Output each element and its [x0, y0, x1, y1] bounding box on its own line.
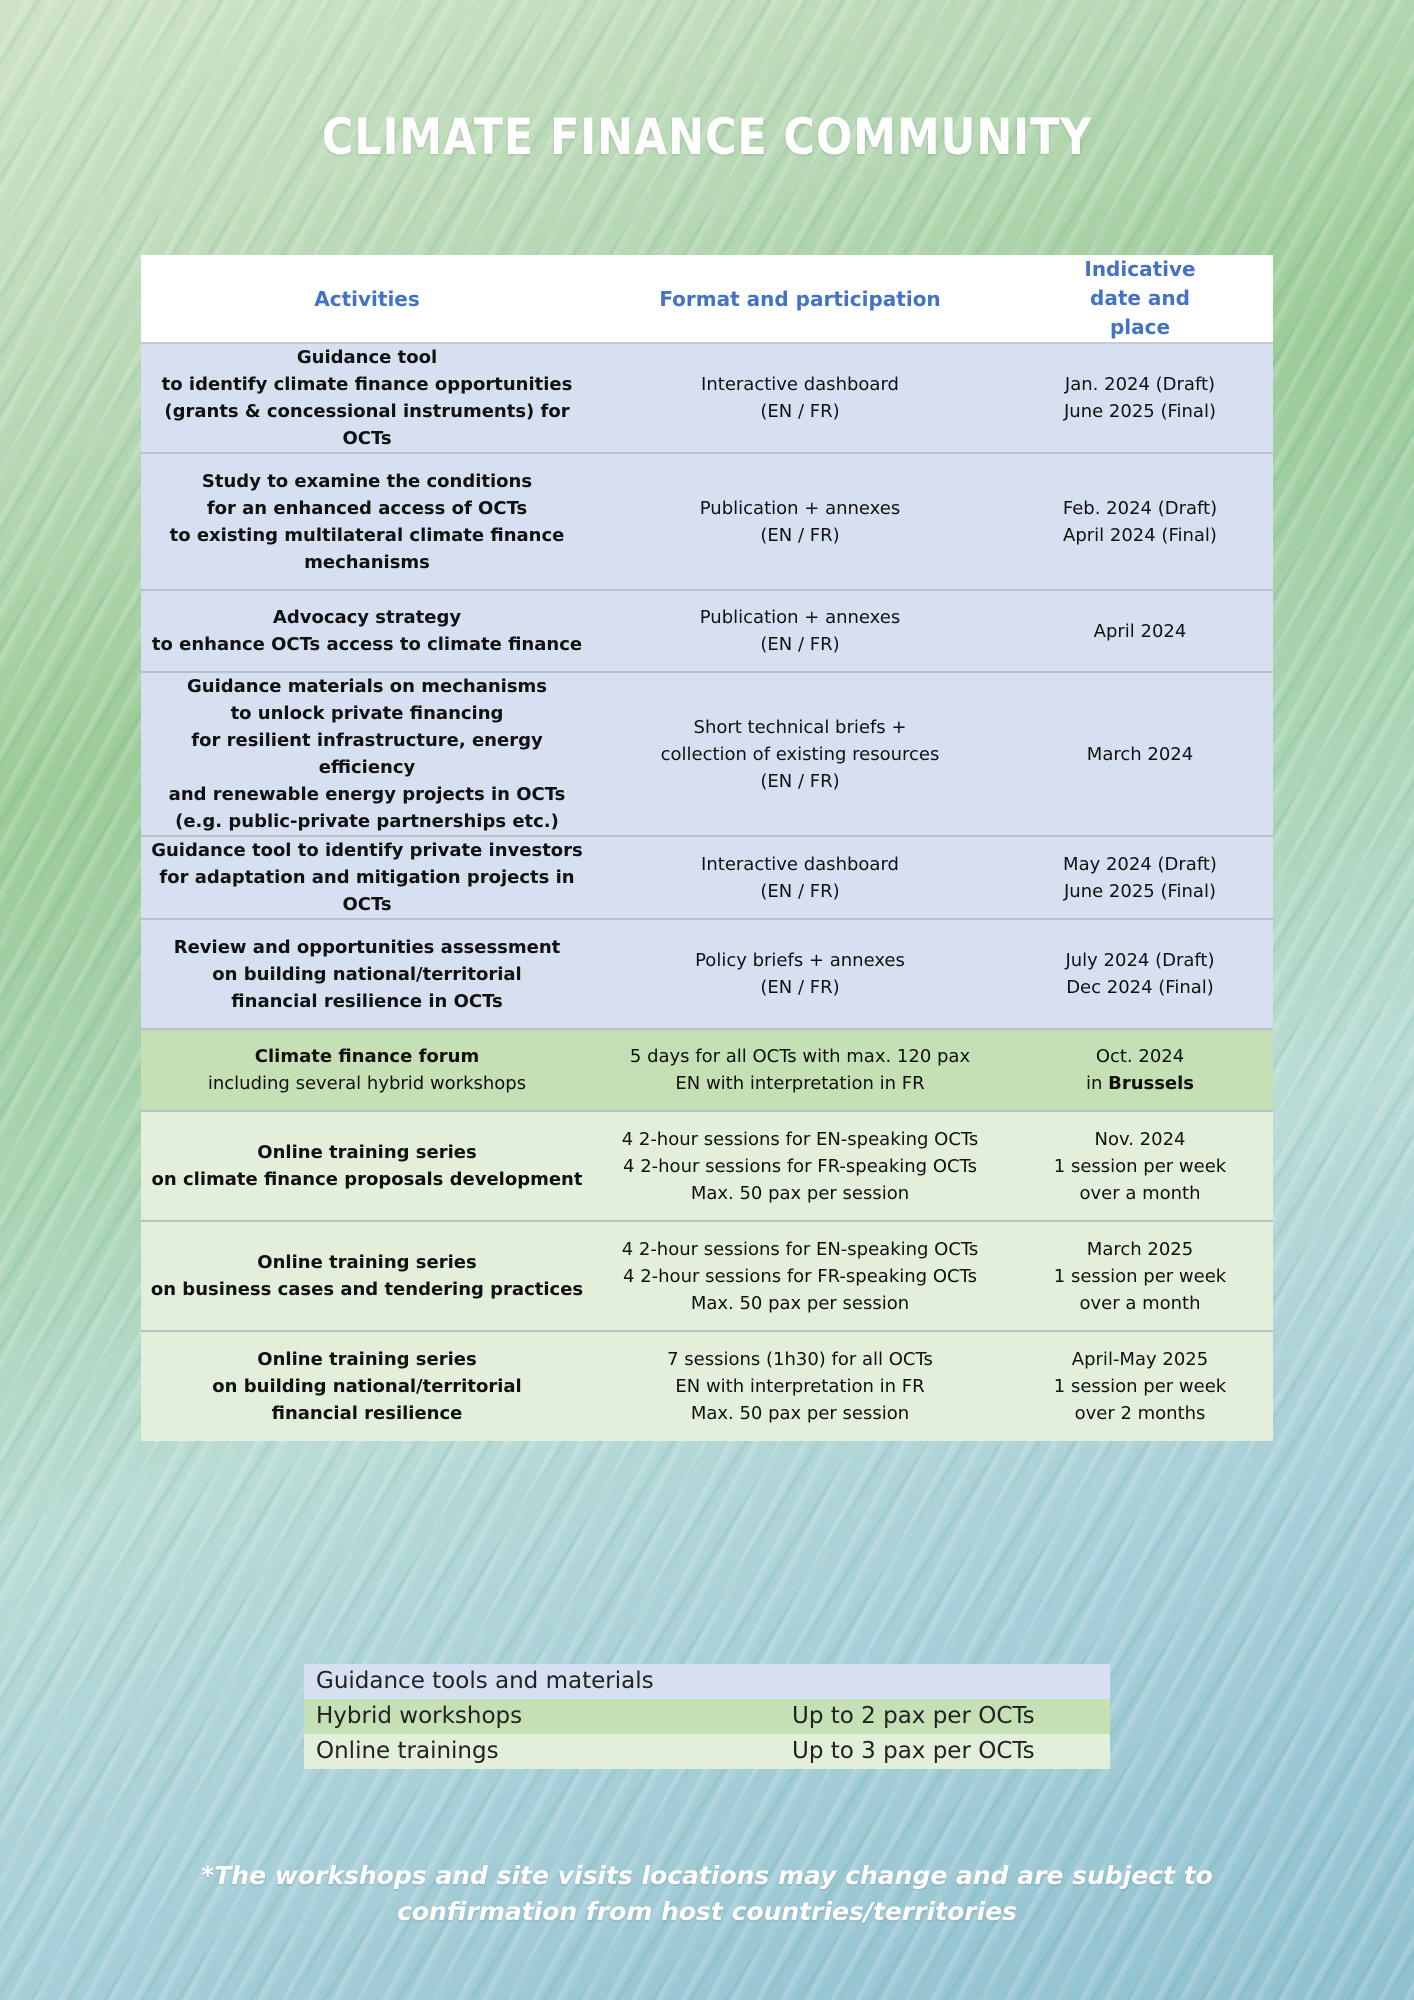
format-cell: Publication + annexes (EN / FR) [593, 590, 1007, 672]
table-row [141, 590, 1273, 672]
table-row [141, 1221, 1273, 1331]
format-cell: 5 days for all OCTs with max. 120 pax EN with interpretation in FR [593, 1029, 1007, 1111]
legend [304, 1664, 1110, 1769]
date-cell: April 2024 [1007, 590, 1273, 672]
date-cell: Nov. 2024 1 session per week over a month [1007, 1111, 1273, 1221]
activity-cell: Online training series on climate finance proposals development [141, 1111, 593, 1221]
place-name: Brussels [1108, 1073, 1195, 1094]
header-format: Format and participation [593, 255, 1007, 343]
legend-row-hybrid [304, 1699, 1110, 1734]
header-activities: Activities [141, 255, 593, 343]
page-title: CLIMATE FINANCE COMMUNITY [321, 108, 1093, 166]
table-row [141, 1111, 1273, 1221]
activity-cell: Review and opportunities assessment on building national/territorial financial resilience in OCTs [141, 919, 593, 1029]
activity-cell: Online training series on building national/territorial financial resilience [141, 1331, 593, 1441]
format-cell: Short technical briefs + collection of existing resources (EN / FR) [593, 672, 1007, 836]
date-cell: Feb. 2024 (Draft) April 2024 (Final) [1007, 453, 1273, 590]
date-cell: March 2025 1 session per week over a month [1007, 1221, 1273, 1331]
table-row [141, 672, 1273, 836]
legend-label: Guidance tools and materials [316, 1668, 654, 1694]
date-cell: May 2024 (Draft) June 2025 (Final) [1007, 836, 1273, 919]
activity-cell: Guidance tool to identify climate finance opportunities (grants & concessional instruments) for OCTs [141, 343, 593, 453]
legend-row-online [304, 1734, 1110, 1769]
format-cell: Policy briefs + annexes (EN / FR) [593, 919, 1007, 1029]
table-row [141, 836, 1273, 919]
activity-cell: Guidance materials on mechanisms to unlock private financing for resilient infrastructure, energy efficiency and renewable energy projects in OCTs (e.g. public-private partnerships etc.) [141, 672, 593, 836]
activities-table [141, 255, 1273, 1441]
legend-row-guidance [304, 1664, 1110, 1699]
table-row [141, 919, 1273, 1029]
header-date-place: Indicative date and place [1007, 255, 1273, 343]
activity-cell: Climate finance forum including several hybrid workshops [141, 1029, 593, 1111]
format-cell: 7 sessions (1h30) for all OCTs EN with interpretation in FR Max. 50 pax per session [593, 1331, 1007, 1441]
legend-label: Hybrid workshops [316, 1703, 523, 1729]
date-cell: July 2024 (Draft) Dec 2024 (Final) [1007, 919, 1273, 1029]
table-row [141, 1331, 1273, 1441]
format-cell: Interactive dashboard (EN / FR) [593, 836, 1007, 919]
table-row [141, 1029, 1273, 1111]
date-cell: April-May 2025 1 session per week over 2 months [1007, 1331, 1273, 1441]
legend-value: Up to 3 pax per OCTs [792, 1738, 1035, 1764]
legend-value [792, 1664, 1110, 1699]
legend-label: Online trainings [316, 1738, 499, 1764]
activity-cell: Advocacy strategy to enhance OCTs access to climate finance [141, 590, 593, 672]
table-header-row [141, 255, 1273, 343]
footnote: *The workshops and site visits locations may change and are subject to confirmation from host countries/territories [201, 1861, 1213, 1926]
format-cell: Interactive dashboard (EN / FR) [593, 343, 1007, 453]
legend-value: Up to 2 pax per OCTs [792, 1703, 1035, 1729]
activity-cell: Guidance tool to identify private investors for adaptation and mitigation projects in OCTs [141, 836, 593, 919]
date-cell: March 2024 [1007, 672, 1273, 836]
table-row [141, 453, 1273, 590]
activity-cell: Online training series on business cases and tendering practices [141, 1221, 593, 1331]
format-cell: 4 2-hour sessions for EN-speaking OCTs 4 2-hour sessions for FR-speaking OCTs Max. 50 pax per session [593, 1111, 1007, 1221]
format-cell: Publication + annexes (EN / FR) [593, 453, 1007, 590]
date-cell: Jan. 2024 (Draft) June 2025 (Final) [1007, 343, 1273, 453]
date-cell: Oct. 2024 in Brussels [1007, 1029, 1273, 1111]
table-row [141, 343, 1273, 453]
format-cell: 4 2-hour sessions for EN-speaking OCTs 4 2-hour sessions for FR-speaking OCTs Max. 50 pax per session [593, 1221, 1007, 1331]
activity-cell: Study to examine the conditions for an enhanced access of OCTs to existing multilateral climate finance mechanisms [141, 453, 593, 590]
